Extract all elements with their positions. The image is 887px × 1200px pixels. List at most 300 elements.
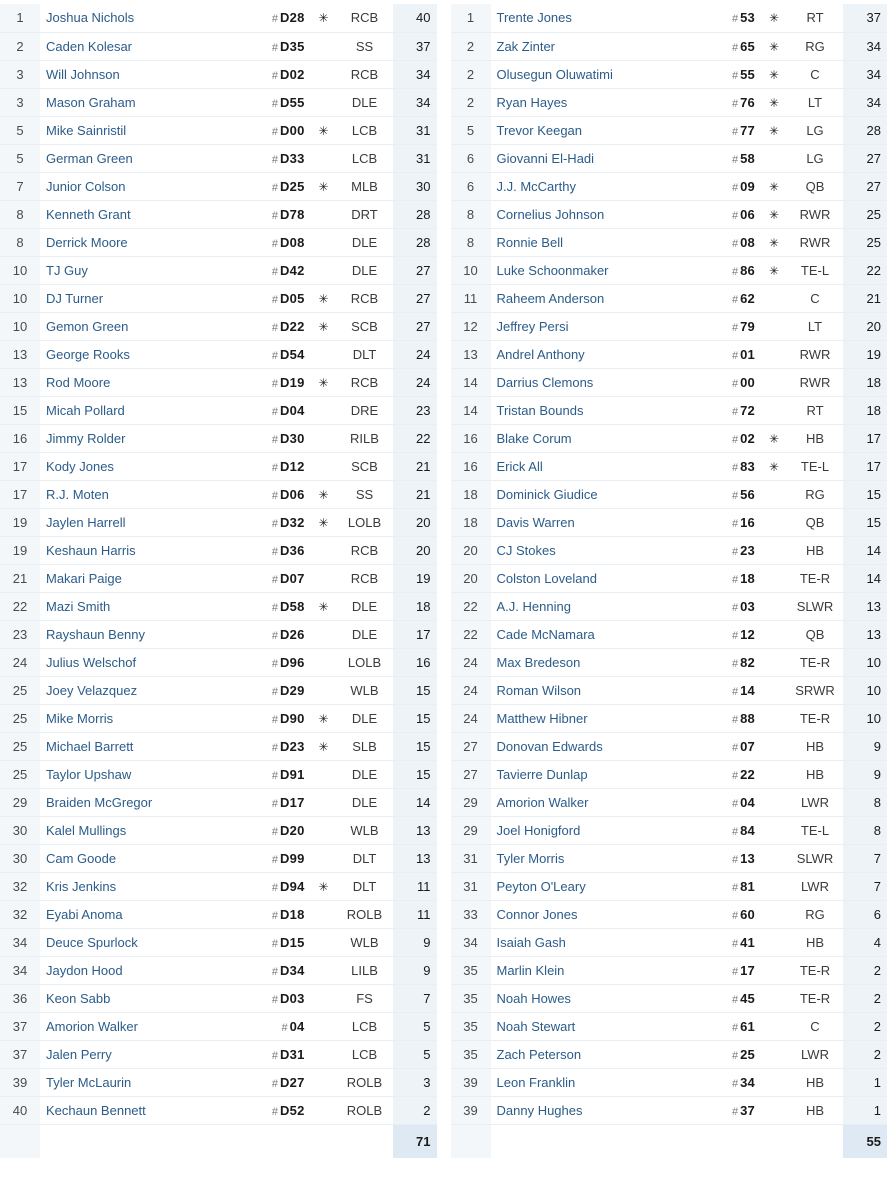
player-name-cell[interactable]: DJ Turner [40,284,247,312]
starter-flag-cell [761,88,787,116]
table-row[interactable] [0,536,437,564]
table-row[interactable] [0,284,437,312]
jersey-number-value: D15 [280,934,305,950]
table-row[interactable] [0,452,437,480]
player-name-cell[interactable]: Rayshaun Benny [40,620,247,648]
table-row[interactable] [451,452,887,480]
hash-icon: # [732,685,739,698]
position-cell: DLE [337,704,393,732]
player-name-cell[interactable]: Joshua Nichols [40,4,247,32]
jersey-number-cell [247,956,311,984]
rank-cell: 20 [451,536,491,564]
table-row[interactable] [451,816,887,844]
player-name-cell[interactable]: Ronnie Bell [491,228,698,256]
player-name-cell[interactable]: Keon Sabb [40,984,247,1012]
table-row[interactable] [0,564,437,592]
table-row[interactable] [451,396,887,424]
player-name-cell[interactable]: Jalen Perry [40,1040,247,1068]
jersey-number-cell [697,620,761,648]
position-cell: RWR [787,340,843,368]
hash-icon: # [732,97,739,110]
table-row[interactable] [451,872,887,900]
table-row[interactable] [451,480,887,508]
table-row[interactable] [451,1012,887,1040]
player-name-cell[interactable]: Andrel Anthony [491,340,698,368]
jersey-number-cell [247,592,311,620]
table-row[interactable] [451,144,887,172]
star-icon: ✳ [318,515,329,530]
total-row [451,1124,887,1158]
position-cell: HB [787,1068,843,1096]
hash-icon: # [732,461,739,474]
player-name-cell[interactable]: Ryan Hayes [491,88,698,116]
starter-flag-cell [761,480,787,508]
value-cell: 13 [393,844,437,872]
jersey-number-value: D90 [280,710,305,726]
jersey-number-value: 17 [740,962,755,978]
jersey-number-cell [247,620,311,648]
jersey-number-cell [697,984,761,1012]
position-cell: LWR [787,788,843,816]
player-name-cell[interactable]: Caden Kolesar [40,32,247,60]
table-row[interactable] [451,284,887,312]
value-cell: 14 [843,564,887,592]
jersey-number-cell [247,200,311,228]
player-name-cell[interactable]: Dominick Giudice [491,480,698,508]
table-row[interactable] [0,704,437,732]
rank-cell: 39 [0,1068,40,1096]
player-name-cell[interactable]: Tavierre Dunlap [491,760,698,788]
player-name-cell[interactable]: Kris Jenkins [40,872,247,900]
table-row[interactable] [0,312,437,340]
hash-icon: # [271,433,279,446]
player-name-cell[interactable]: Isaiah Gash [491,928,698,956]
table-row[interactable] [0,928,437,956]
player-name-cell[interactable]: Giovanni El-Hadi [491,144,698,172]
value-cell: 31 [393,144,437,172]
star-icon: ✳ [318,711,329,726]
value-cell: 3 [393,1068,437,1096]
player-name-cell[interactable]: Erick All [491,452,698,480]
table-row[interactable] [0,116,437,144]
rank-cell: 18 [451,508,491,536]
table-row[interactable] [451,340,887,368]
table-row[interactable] [451,4,887,32]
starter-flag-cell [311,844,337,872]
position-cell: RILB [337,424,393,452]
value-cell: 14 [843,536,887,564]
player-name-cell[interactable]: Mason Graham [40,88,247,116]
total-row [0,1124,437,1158]
table-row[interactable] [0,256,437,284]
jersey-number-value: 12 [740,626,755,642]
table-row[interactable] [451,228,887,256]
starter-flag-cell [311,676,337,704]
starter-flag-cell [761,676,787,704]
table-row[interactable] [451,592,887,620]
table-row[interactable] [0,88,437,116]
starter-flag-cell [761,788,787,816]
table-row[interactable] [451,928,887,956]
value-cell: 22 [843,256,887,284]
table-row[interactable] [451,676,887,704]
rank-cell: 39 [451,1096,491,1124]
table-row[interactable] [0,144,437,172]
player-name-cell[interactable]: Darrius Clemons [491,368,698,396]
table-row[interactable] [451,648,887,676]
jersey-number-value: D99 [280,850,305,866]
position-cell: DLE [337,760,393,788]
player-name-cell[interactable]: Trente Jones [491,4,698,32]
table-row[interactable] [0,340,437,368]
jersey-number-value: D52 [280,1102,305,1118]
rank-cell: 13 [0,340,40,368]
player-name-cell[interactable]: Danny Hughes [491,1096,698,1124]
player-name-cell[interactable]: Noah Howes [491,984,698,1012]
table-row[interactable] [0,592,437,620]
table-row[interactable] [451,1068,887,1096]
player-name-cell[interactable]: Derrick Moore [40,228,247,256]
jersey-number-value: D28 [280,10,305,26]
hash-icon: # [271,965,279,978]
jersey-number-cell [697,956,761,984]
position-cell: SLWR [787,592,843,620]
table-row[interactable] [0,32,437,60]
hash-icon: # [271,69,279,82]
starter-flag-cell [311,564,337,592]
player-name-cell[interactable]: Braiden McGregor [40,788,247,816]
table-row[interactable] [0,4,437,32]
rank-cell: 8 [0,200,40,228]
rank-cell: 11 [451,284,491,312]
total-spacer-cell [787,1124,843,1158]
hash-icon: # [732,993,739,1006]
table-row[interactable] [451,1096,887,1124]
player-name-cell[interactable]: Mazi Smith [40,592,247,620]
player-name-cell[interactable]: Jaylen Harrell [40,508,247,536]
jersey-number-cell [697,844,761,872]
table-row[interactable] [451,172,887,200]
star-icon: ✳ [318,375,329,390]
player-name-cell[interactable]: A.J. Henning [491,592,698,620]
value-cell: 34 [843,88,887,116]
value-cell: 25 [843,200,887,228]
player-name-cell[interactable]: Joel Honigford [491,816,698,844]
hash-icon: # [732,377,739,390]
star-icon: ✳ [318,879,329,894]
table-row[interactable] [451,704,887,732]
player-name-cell[interactable]: Tyler McLaurin [40,1068,247,1096]
jersey-number-cell [697,88,761,116]
table-row[interactable] [451,536,887,564]
player-name-cell[interactable]: Makari Paige [40,564,247,592]
table-row[interactable] [0,200,437,228]
rank-cell: 10 [0,284,40,312]
player-name-cell[interactable]: Noah Stewart [491,1012,698,1040]
rank-cell: 30 [0,816,40,844]
hash-icon: # [732,405,739,418]
table-row[interactable] [0,1040,437,1068]
table-row[interactable] [451,956,887,984]
rank-cell: 3 [0,60,40,88]
starter-flag-cell [761,760,787,788]
player-name-cell[interactable]: Junior Colson [40,172,247,200]
player-name-cell[interactable]: Kenneth Grant [40,200,247,228]
position-cell: LCB [337,144,393,172]
player-name-cell[interactable]: Mike Sainristil [40,116,247,144]
table-row[interactable] [0,956,437,984]
table-row[interactable] [451,1040,887,1068]
player-name-cell[interactable]: Zak Zinter [491,32,698,60]
jersey-number-value: D58 [280,598,305,614]
table-row[interactable] [0,620,437,648]
player-name-cell[interactable]: Jimmy Rolder [40,424,247,452]
value-cell: 27 [393,284,437,312]
table-row[interactable] [451,256,887,284]
table-row[interactable] [451,984,887,1012]
player-name-cell[interactable]: Will Johnson [40,60,247,88]
table-row[interactable] [0,1096,437,1124]
starter-flag-cell [311,312,337,340]
player-name-cell[interactable]: Taylor Upshaw [40,760,247,788]
hash-icon: # [271,909,279,922]
table-row[interactable] [0,228,437,256]
jersey-number-value: 06 [740,206,755,222]
starter-flag-cell [311,704,337,732]
table-row[interactable] [451,368,887,396]
value-cell: 40 [393,4,437,32]
jersey-number-value: D33 [280,150,305,166]
table-row[interactable] [451,116,887,144]
player-name-cell[interactable]: Peyton O'Leary [491,872,698,900]
position-cell: LG [787,116,843,144]
rank-cell: 35 [451,984,491,1012]
value-cell: 18 [393,592,437,620]
table-row[interactable] [451,32,887,60]
player-name-cell[interactable]: Blake Corum [491,424,698,452]
jersey-number-value: 13 [740,850,755,866]
player-name-cell[interactable]: Trevor Keegan [491,116,698,144]
table-row[interactable] [0,844,437,872]
star-icon: ✳ [318,487,329,502]
player-name-cell[interactable]: Mike Morris [40,704,247,732]
player-name-cell[interactable]: George Rooks [40,340,247,368]
value-cell: 11 [393,872,437,900]
player-name-cell[interactable]: R.J. Moten [40,480,247,508]
jersey-number-cell [697,732,761,760]
table-row[interactable] [0,1068,437,1096]
table-row[interactable] [0,424,437,452]
player-name-cell[interactable]: Luke Schoonmaker [491,256,698,284]
hash-icon: # [732,769,739,782]
jersey-number-value: D20 [280,822,305,838]
table-row[interactable] [451,760,887,788]
jersey-number-cell [697,32,761,60]
value-cell: 24 [393,340,437,368]
table-row[interactable] [451,88,887,116]
player-name-cell[interactable]: Keshaun Harris [40,536,247,564]
jersey-number-value: D00 [280,122,305,138]
table-row[interactable] [0,368,437,396]
table-row[interactable] [451,200,887,228]
jersey-number-cell [247,732,311,760]
player-name-cell[interactable]: Michael Barrett [40,732,247,760]
starter-flag-cell [311,1096,337,1124]
table-row[interactable] [0,816,437,844]
hash-icon: # [732,937,739,950]
table-row[interactable] [451,60,887,88]
player-name-cell[interactable]: Jeffrey Persi [491,312,698,340]
player-name-cell[interactable]: Olusegun Oluwatimi [491,60,698,88]
hash-icon: # [732,125,739,138]
player-name-cell[interactable]: Cornelius Johnson [491,200,698,228]
jersey-number-cell [247,844,311,872]
player-name-cell[interactable]: Roman Wilson [491,676,698,704]
table-row[interactable] [451,788,887,816]
position-cell: RWR [787,228,843,256]
jersey-number-value: 79 [740,318,755,334]
jersey-number-cell [247,60,311,88]
jersey-number-value: D08 [280,234,305,250]
table-row[interactable] [0,788,437,816]
value-cell: 15 [843,480,887,508]
jersey-number-value: D31 [280,1046,305,1062]
table-row[interactable] [0,648,437,676]
table-row[interactable] [0,872,437,900]
table-row[interactable] [0,900,437,928]
table-row[interactable] [0,984,437,1012]
player-name-cell[interactable]: Connor Jones [491,900,698,928]
jersey-number-value: D22 [280,318,305,334]
starter-flag-cell [311,872,337,900]
player-name-cell[interactable]: Kody Jones [40,452,247,480]
value-cell: 27 [393,256,437,284]
rank-cell: 24 [451,676,491,704]
player-name-cell[interactable]: Tyler Morris [491,844,698,872]
jersey-number-value: D30 [280,430,305,446]
player-name-cell[interactable]: Leon Franklin [491,1068,698,1096]
jersey-number-value: D91 [280,766,305,782]
hash-icon: # [732,13,739,26]
position-cell: DLT [337,340,393,368]
table-row[interactable] [451,620,887,648]
player-name-cell[interactable]: Kechaun Bennett [40,1096,247,1124]
rank-cell: 25 [0,760,40,788]
position-cell: FS [337,984,393,1012]
player-name-cell[interactable]: J.J. McCarthy [491,172,698,200]
player-name-cell[interactable]: Micah Pollard [40,396,247,424]
total-spacer-cell [247,1124,311,1158]
table-row[interactable] [451,312,887,340]
table-row[interactable] [0,732,437,760]
table-row[interactable] [0,60,437,88]
table-row[interactable] [451,732,887,760]
table-row[interactable] [0,480,437,508]
player-name-cell[interactable]: Colston Loveland [491,564,698,592]
player-name-cell[interactable]: CJ Stokes [491,536,698,564]
position-cell: LT [787,88,843,116]
value-cell: 31 [393,116,437,144]
position-cell: LILB [337,956,393,984]
player-name-cell[interactable]: Amorion Walker [491,788,698,816]
jersey-number-value: 55 [740,66,755,82]
starter-flag-cell [311,816,337,844]
rank-cell: 5 [0,116,40,144]
value-cell: 7 [843,872,887,900]
starter-flag-cell [311,1012,337,1040]
position-cell: RCB [337,60,393,88]
star-icon: ✳ [318,291,329,306]
player-name-cell[interactable]: Deuce Spurlock [40,928,247,956]
player-name-cell[interactable]: TJ Guy [40,256,247,284]
player-name-cell[interactable]: Matthew Hibner [491,704,698,732]
hash-icon: # [271,713,279,726]
hash-icon: # [271,349,279,362]
rank-cell: 25 [0,676,40,704]
hash-icon: # [732,909,739,922]
player-name-cell[interactable]: Gemon Green [40,312,247,340]
table-row[interactable] [451,508,887,536]
player-name-cell[interactable]: Davis Warren [491,508,698,536]
jersey-number-cell [697,1012,761,1040]
value-cell: 11 [393,900,437,928]
table-row[interactable] [451,844,887,872]
rank-cell: 16 [451,452,491,480]
rank-cell: 2 [451,88,491,116]
player-name-cell[interactable]: Joey Velazquez [40,676,247,704]
position-cell: RCB [337,564,393,592]
position-cell: TE-R [787,704,843,732]
player-name-cell[interactable]: Zach Peterson [491,1040,698,1068]
jersey-number-value: D27 [280,1074,305,1090]
starter-flag-cell [311,1068,337,1096]
player-name-cell[interactable]: Cade McNamara [491,620,698,648]
value-cell: 15 [393,760,437,788]
table-row[interactable] [0,508,437,536]
table-row[interactable] [451,424,887,452]
value-cell: 2 [843,956,887,984]
jersey-number-value: 77 [740,122,755,138]
jersey-number-cell [697,872,761,900]
position-cell: RT [787,4,843,32]
player-name-cell[interactable]: Eyabi Anoma [40,900,247,928]
player-name-cell[interactable]: German Green [40,144,247,172]
player-name-cell[interactable]: Amorion Walker [40,1012,247,1040]
player-name-cell[interactable]: Jaydon Hood [40,956,247,984]
player-name-cell[interactable]: Max Bredeson [491,648,698,676]
table-row[interactable] [0,676,437,704]
value-cell: 2 [843,1012,887,1040]
player-name-cell[interactable]: Rod Moore [40,368,247,396]
player-name-cell[interactable]: Julius Welschof [40,648,247,676]
table-row[interactable] [0,172,437,200]
player-name-cell[interactable]: Raheem Anderson [491,284,698,312]
position-cell: LWR [787,1040,843,1068]
table-row[interactable] [0,760,437,788]
table-row[interactable] [451,564,887,592]
player-name-cell[interactable]: Donovan Edwards [491,732,698,760]
rank-cell: 30 [0,844,40,872]
player-name-cell[interactable]: Marlin Klein [491,956,698,984]
table-row[interactable] [0,396,437,424]
table-row[interactable] [451,900,887,928]
player-name-cell[interactable]: Cam Goode [40,844,247,872]
player-name-cell[interactable]: Kalel Mullings [40,816,247,844]
rank-cell: 12 [451,312,491,340]
table-row[interactable] [0,1012,437,1040]
hash-icon: # [271,153,279,166]
player-name-cell[interactable]: Tristan Bounds [491,396,698,424]
